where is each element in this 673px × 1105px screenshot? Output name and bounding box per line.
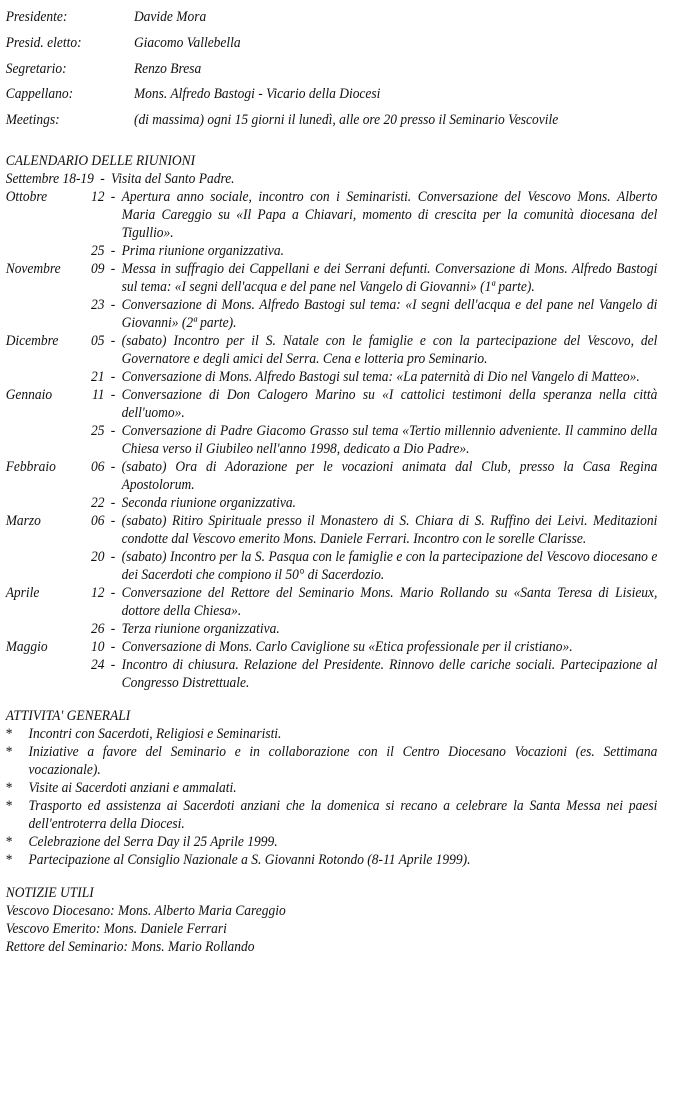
info-row [6, 85, 658, 111]
calendar-entry [6, 494, 658, 512]
dash: - [110, 494, 116, 511]
dash: - [110, 260, 116, 277]
calendar-month [6, 494, 78, 512]
dash: - [110, 332, 116, 349]
calendar-month: Aprile [5, 584, 40, 601]
calendar-month: Ottobre [5, 188, 48, 205]
list-item [6, 797, 658, 833]
dash: - [110, 620, 116, 637]
dash: - [110, 242, 116, 259]
calendar-title: CALENDARIO DELLE RIUNIONI [5, 152, 196, 169]
calendar-entry [6, 242, 658, 260]
dash: - [110, 386, 116, 403]
calendar-month: Maggio [5, 638, 48, 655]
calendar-entry [6, 548, 658, 584]
list-item [6, 833, 658, 851]
calendar-day: 20 [91, 548, 105, 565]
calendar-day: 25 [91, 422, 105, 439]
dash: - [110, 548, 116, 565]
calendar-day: 22 [91, 494, 105, 511]
calendar-list [6, 188, 658, 692]
calendar-day: 21 [91, 368, 105, 385]
calendar-text: Prima riunione organizzativa. [121, 242, 284, 259]
calendar-day: 24 [91, 656, 105, 673]
notizie-line: Rettore del Seminario: Mons. Mario Rollando [5, 938, 255, 955]
calendar-month [6, 656, 78, 692]
calendar-entry [6, 386, 658, 422]
bullet-icon: * [5, 797, 13, 814]
calendar-entry [6, 620, 658, 638]
bullet-icon: * [5, 779, 13, 796]
list-item-text: Iniziative a favore del Seminario e in collaborazione con il Centro Diocesano Vocazioni (es. Settimana vocazionale). [28, 743, 658, 778]
calendar-month: Dicembre [5, 332, 59, 349]
info-label: Presid. eletto: [5, 34, 82, 51]
calendar-day: 26 [91, 620, 105, 637]
calendar-text: Conversazione di Don Calogero Marino su «I cattolici testimoni della speranza nella città dell'uomo». [121, 386, 658, 421]
calendar-text: (sabato) Incontro per la S. Pasqua con le famiglie e con la partecipazione del Vescovo diocesano e dei Sacerdoti che compiono il 50° di Sacerdozio. [121, 548, 658, 583]
info-value: (di massima) ogni 15 giorni il lunedì, alle ore 20 presso il Seminario Vescovile [133, 112, 559, 129]
calendar-day: 12 [91, 188, 105, 205]
calendar-day: 06 [91, 512, 105, 529]
list-item [6, 725, 658, 743]
dash: - [110, 368, 116, 385]
dash: - [110, 638, 116, 655]
dash: - [110, 584, 116, 601]
calendar-day: 12 [91, 584, 105, 601]
notizie-list [6, 902, 658, 956]
calendar-text: Conversazione di Mons. Carlo Caviglione su «Etica professionale per il cristiano». [121, 638, 573, 655]
list-item-text: Partecipazione al Consiglio Nazionale a S. Giovanni Rotondo (8-11 Aprile 1999). [28, 851, 471, 868]
calendar-entry [6, 332, 658, 368]
calendar-day: 06 [91, 458, 105, 475]
info-row [6, 34, 658, 60]
calendar-entry [6, 638, 658, 656]
dash: - [100, 170, 105, 187]
bullet-icon: * [5, 851, 13, 868]
calendar-entry [6, 458, 658, 494]
list-item-text: Celebrazione del Serra Day il 25 Aprile 1999. [28, 833, 278, 850]
calendar-day: 11 [92, 386, 105, 403]
calendar-entry [6, 368, 658, 386]
calendar-first-prefix: Settembre 18-19 [5, 170, 94, 187]
calendar-day: 05 [91, 332, 105, 349]
calendar-text: Conversazione di Padre Giacomo Grasso sul tema «Tertio millennio adveniente. Il cammino della Chiesa verso il Giubileo nell'anno 1998, dedicato a Dio Padre». [121, 422, 658, 457]
dash: - [110, 512, 116, 529]
calendar-text: (sabato) Ritiro Spirituale presso il Monastero di S. Chiara di S. Ruffino dei Leivi. Meditazioni condotte dal Vescovo emerito Mons. Daniele Ferrari. Incontro con le sorelle Clarisse. [121, 512, 658, 547]
bullet-icon: * [5, 833, 13, 850]
dash: - [110, 422, 116, 439]
info-value: Renzo Bresa [133, 60, 202, 77]
calendar-entry [6, 296, 658, 332]
calendar-text: Conversazione di Mons. Alfredo Bastogi sul tema: «I segni dell'acqua e del pane nel Vangelo di Giovanni» (2ª parte). [121, 296, 658, 331]
document-page [6, 8, 658, 956]
info-label: Cappellano: [5, 86, 74, 103]
calendar-text: Incontro di chiusura. Relazione del Presidente. Rinnovo delle cariche sociali. Partecipazione al Congresso Distrettuale. [121, 656, 658, 691]
calendar-month [6, 422, 78, 458]
attivita-section [6, 707, 658, 869]
info-label: Meetings: [5, 112, 60, 129]
info-row [6, 8, 658, 34]
info-label: Presidente: [5, 9, 68, 25]
calendar-text: (sabato) Incontro per il S. Natale con le famiglie e con la partecipazione del Vescovo, del Governatore e degli amici del Serra. Cena e lotteria pro Seminario. [121, 332, 658, 367]
calendar-month [6, 620, 78, 638]
calendar-text: Conversazione del Rettore del Seminario Mons. Mario Rollando su «Santa Teresa di Lisieux, dottore della Chiesa». [121, 584, 658, 619]
calendar-text: Seconda riunione organizzativa. [121, 494, 296, 511]
calendar-day: 25 [91, 242, 105, 259]
info-label: Segretario: [5, 60, 67, 77]
calendar-first-line [6, 170, 658, 188]
calendar-day: 09 [91, 260, 105, 277]
calendar-entry [6, 512, 658, 548]
list-item [6, 779, 658, 797]
list-item [6, 743, 658, 779]
calendar-month [6, 296, 78, 332]
notizie-line: Vescovo Diocesano: Mons. Alberto Maria Careggio [5, 902, 286, 919]
attivita-title: ATTIVITA' GENERALI [5, 707, 131, 724]
notizie-line: Vescovo Emerito: Mons. Daniele Ferrari [5, 920, 227, 937]
dash: - [110, 458, 116, 475]
info-row [6, 111, 658, 137]
dash: - [110, 188, 116, 205]
calendar-month: Novembre [5, 260, 61, 277]
club-info [6, 8, 658, 137]
attivita-list [6, 725, 658, 869]
calendar-month [6, 548, 78, 584]
calendar-text: Terza riunione organizzativa. [121, 620, 280, 637]
info-value: Giacomo Vallebella [133, 34, 241, 51]
calendar-month: Marzo [5, 512, 41, 529]
dash: - [110, 656, 116, 673]
dash: - [110, 296, 116, 313]
calendar-text: Messa in suffragio dei Cappellani e dei Serrani defunti. Conversazione di Mons. Alfredo Bastogi sul tema: «I segni dell'acqua e del pane nel Vangelo di Giovanni» (1ª parte). [121, 260, 658, 295]
calendar-text: Conversazione di Mons. Alfredo Bastogi sul tema: «La paternità di Dio nel Vangelo di Matteo». [121, 368, 640, 385]
info-value: Mons. Alfredo Bastogi - Vicario della Diocesi [133, 86, 381, 103]
list-item-text: Visite ai Sacerdoti anziani e ammalati. [28, 779, 237, 796]
info-value: Davide Mora [133, 9, 207, 25]
calendar-month [6, 368, 78, 386]
calendar-first-text: Visita del Santo Padre. [111, 170, 235, 187]
calendar-text: (sabato) Ora di Adorazione per le vocazioni animata dal Club, presso la Casa Regina Apostolorum. [121, 458, 658, 493]
bullet-icon: * [5, 725, 13, 742]
calendar-month: Febbraio [5, 458, 56, 475]
notizie-title: NOTIZIE UTILI [5, 884, 94, 901]
calendar-day: 23 [91, 296, 105, 313]
calendar-entry [6, 584, 658, 620]
calendar-month: Gennaio [5, 386, 53, 403]
calendar-entry [6, 422, 658, 458]
info-row [6, 60, 658, 86]
list-item-text: Incontri con Sacerdoti, Religiosi e Seminaristi. [28, 725, 282, 742]
calendar-entry [6, 656, 658, 692]
calendar-entry [6, 188, 658, 242]
calendar-text: Apertura anno sociale, incontro con i Seminaristi. Conversazione del Vescovo Mons. Alberto Maria Careggio su «Il Papa a Chiavari, momento di crescita per la comunità diocesana del Tigullio». [121, 188, 658, 241]
calendar-section [6, 152, 658, 692]
bullet-icon: * [5, 743, 13, 760]
list-item [6, 851, 658, 869]
calendar-month [6, 242, 78, 260]
list-item-text: Trasporto ed assistenza ai Sacerdoti anziani che la domenica si recano a celebrare la Santa Messa nei paesi dell'entroterra della Diocesi. [28, 797, 658, 832]
calendar-entry [6, 260, 658, 296]
notizie-section [6, 884, 658, 956]
calendar-day: 10 [91, 638, 105, 655]
